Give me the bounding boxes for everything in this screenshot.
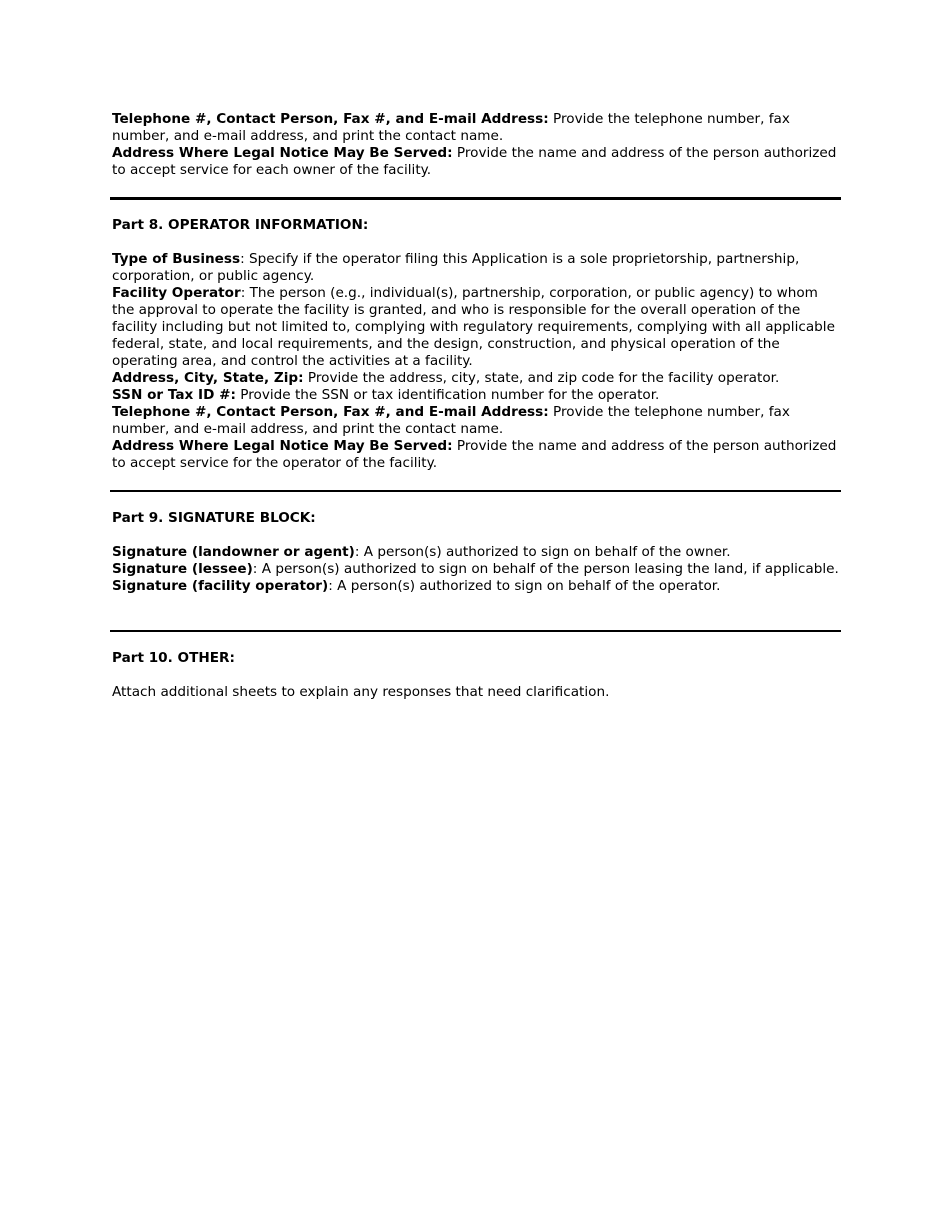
part9-heading xyxy=(112,510,840,527)
item-text: Provide the name and address of the person authorized to accept service for each owner of the facility. xyxy=(112,145,837,178)
owner-section-tail xyxy=(112,111,840,179)
part8-heading xyxy=(112,217,840,234)
part8-item-legal-notice xyxy=(112,438,840,472)
spacer xyxy=(112,527,840,544)
item-label: Telephone #, Contact Person, Fax #, and E-mail Address: xyxy=(112,111,549,127)
item-label: Signature (lessee) xyxy=(112,561,253,577)
part8-item-facility-operator xyxy=(112,285,840,370)
part9-item-landowner xyxy=(112,544,840,561)
owner-contact-item xyxy=(112,111,840,145)
part10-text: Attach additional sheets to explain any responses that need clarification. xyxy=(112,684,610,700)
heading-text: Part 10. OTHER: xyxy=(112,650,235,666)
item-text: Provide the SSN or tax identification number for the operator. xyxy=(235,387,660,403)
part9-item-lessee xyxy=(112,561,840,578)
spacer xyxy=(112,234,840,251)
item-text: Provide the telephone number, fax number, and e-mail address, and print the contact name. xyxy=(112,111,790,144)
item-label: Address Where Legal Notice May Be Served: xyxy=(112,438,453,454)
spacer xyxy=(112,667,840,684)
item-label: Facility Operator xyxy=(112,285,241,301)
item-text: : A person(s) authorized to sign on behalf of the operator. xyxy=(328,578,721,594)
section-divider xyxy=(110,630,841,632)
item-text: Provide the name and address of the person authorized to accept service for the operator of the facility. xyxy=(112,438,837,471)
item-text: : A person(s) authorized to sign on behalf of the owner. xyxy=(354,544,731,560)
part10-section xyxy=(112,650,840,701)
section-divider xyxy=(110,490,841,492)
heading-text: Part 8. OPERATOR INFORMATION: xyxy=(112,217,369,233)
item-label: SSN or Tax ID #: xyxy=(112,387,236,403)
item-text: Provide the telephone number, fax number, and e-mail address, and print the contact name. xyxy=(112,404,790,437)
part8-item-address xyxy=(112,370,840,387)
item-text: : The person (e.g., individual(s), partnership, corporation, or public agency) to whom the approval to operate the facility is granted, and who is responsible for the overall operation of the facility including but not limited to, complying with regulatory requirements, complying with all applicable federal, state, and local requirements, and the design, construction, and physical operation of the operating area, and control the activities at a facility. xyxy=(112,285,835,369)
part8-item-contact xyxy=(112,404,840,438)
part9-section xyxy=(112,510,840,595)
part10-heading xyxy=(112,650,840,667)
heading-text: Part 9. SIGNATURE BLOCK: xyxy=(112,510,316,526)
part8-section xyxy=(112,217,840,472)
item-label: Telephone #, Contact Person, Fax #, and E-mail Address: xyxy=(112,404,549,420)
item-text: : Specify if the operator filing this Application is a sole proprietorship, partnership, corporation, or public agency. xyxy=(112,251,800,284)
item-label: Type of Business xyxy=(112,251,241,267)
item-label: Address Where Legal Notice May Be Served: xyxy=(112,145,453,161)
part8-item-ssn xyxy=(112,387,840,404)
item-label: Signature (landowner or agent) xyxy=(112,544,355,560)
item-text: Provide the address, city, state, and zip code for the facility operator. xyxy=(303,370,780,386)
item-label: Address, City, State, Zip: xyxy=(112,370,304,386)
item-label: Signature (facility operator) xyxy=(112,578,329,594)
owner-legal-notice-item xyxy=(112,145,840,179)
part9-item-operator xyxy=(112,578,840,595)
item-text: : A person(s) authorized to sign on behalf of the person leasing the land, if applicable. xyxy=(252,561,839,577)
section-divider xyxy=(110,197,841,200)
part8-item-type-of-business xyxy=(112,251,840,285)
